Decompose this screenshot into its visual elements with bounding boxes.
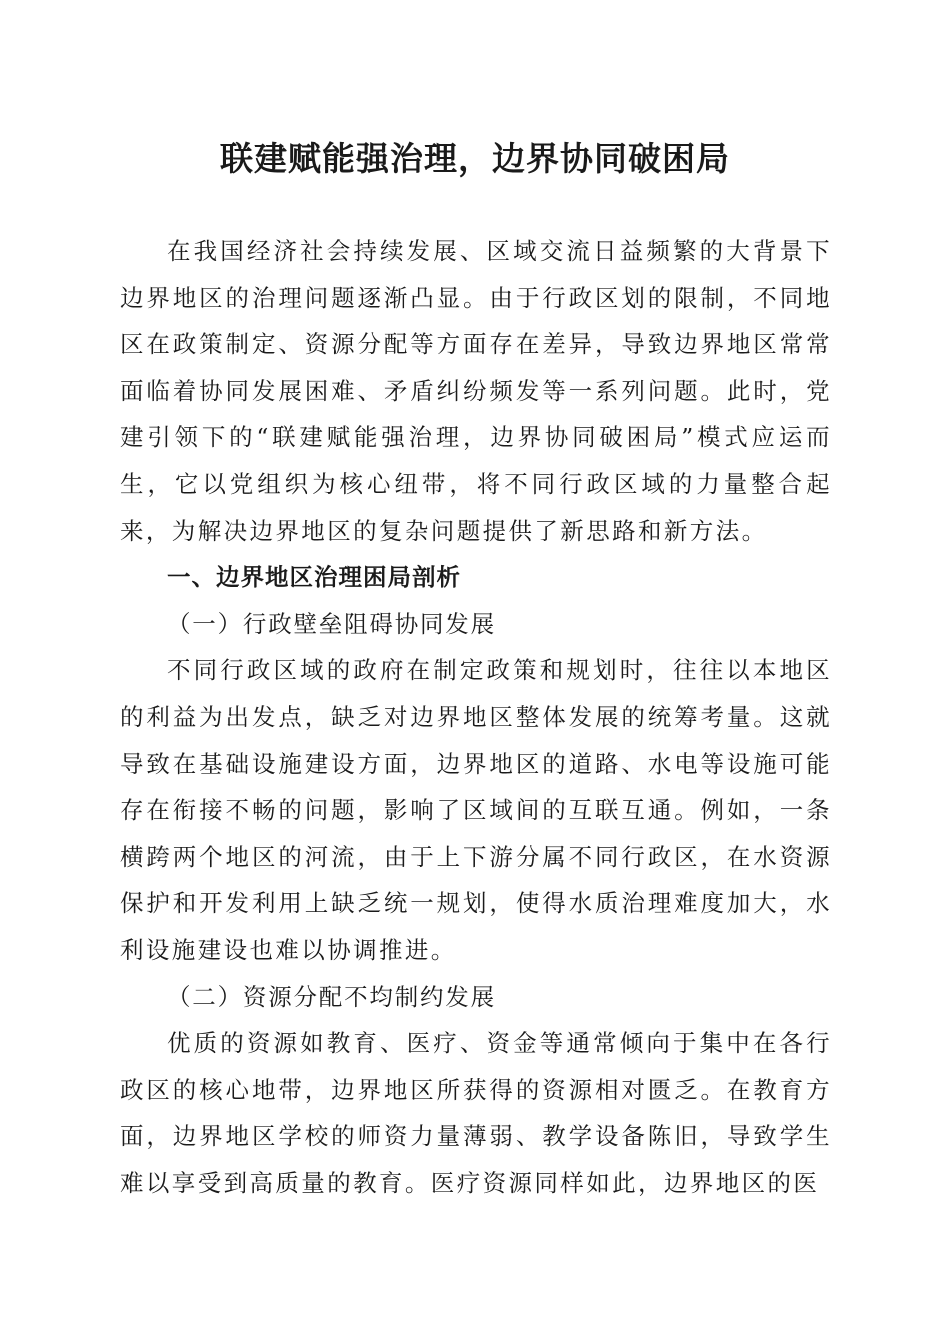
subsection-heading-1: （一）行政壁垒阻碍协同发展 [167, 609, 496, 638]
subsection-paragraph-2: 优质的资源如教育、医疗、资金等通常倾向于集中在各行政区的核心地带，边界地区所获得的资源相对匮乏。在教育方面，边界地区学校的师资力量薄弱、教学设备陈旧，导致学生难以享受到高质量的教育。医疗资源同样如此，边界地区的医 [120, 1029, 832, 1197]
subsection-heading-2: （二）资源分配不均制约发展 [167, 982, 496, 1011]
document-title: 联建赋能强治理，边界协同破困局 [220, 139, 730, 178]
section-heading-1: 一、边界地区治理困局剖析 [167, 563, 461, 592]
subsection-paragraph-1: 不同行政区域的政府在制定政策和规划时，往往以本地区的利益为出发点，缺乏对边界地区整体发展的统筹考量。这就导致在基础设施建设方面，边界地区的道路、水电等设施可能存在衔接不畅的问题，影响了区域间的互联互通。例如，一条横跨两个地区的河流，由于上下游分属不同行政区，在水资源保护和开发利用上缺乏统一规划，使得水质治理难度加大，水利设施建设也难以协调推进。 [120, 656, 832, 964]
document-body [120, 228, 832, 1206]
intro-paragraph: 在我国经济社会持续发展、区域交流日益频繁的大背景下边界地区的治理问题逐渐凸显。由于行政区划的限制，不同地区在政策制定、资源分配等方面存在差异，导致边界地区常常面临着协同发展困难、矛盾纠纷频发等一系列问题。此时，党建引领下的“联建赋能强治理，边界协同破困局”模式应运而生，它以党组织为核心纽带，将不同行政区域的力量整合起来，为解决边界地区的复杂问题提供了新思路和新方法。 [120, 237, 832, 545]
